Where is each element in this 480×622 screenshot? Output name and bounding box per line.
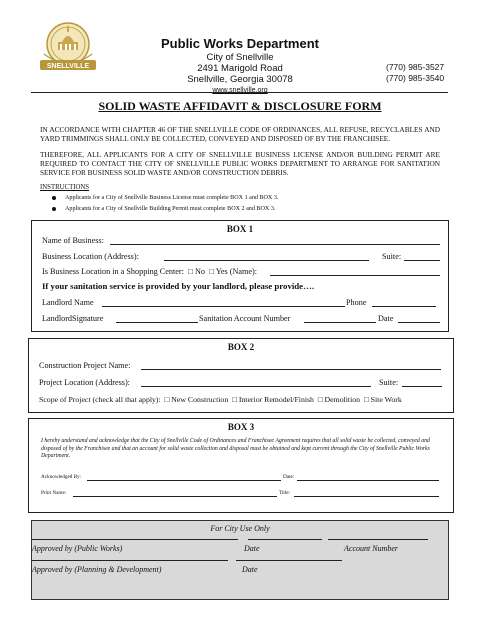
business-location-label: Business Location (Address): xyxy=(42,252,139,261)
ordinance-paragraph: IN ACCORDANCE WITH CHAPTER 46 OF THE SNELLVILLE CODE OF ORDINANCES, ALL REFUSE, RECYCLABLES AND YARD TRIMMINGS SHALL ONLY BE COLLECTED, CONVEYED AND DISPOSED OF BY THE FRANCHISEE. xyxy=(40,125,440,144)
box-1 xyxy=(31,220,449,332)
project-name-label: Construction Project Name: xyxy=(39,361,131,370)
approved-public-works-label: Approved by (Public Works) xyxy=(32,544,123,553)
form-title: SOLID WASTE AFFIDAVIT & DISCLOSURE FORM xyxy=(98,99,382,113)
account-number-field[interactable] xyxy=(328,533,428,540)
project-location-field[interactable] xyxy=(141,378,371,387)
phone-number: (770) 985-3527 xyxy=(386,62,445,72)
interior-remodel-checkbox[interactable]: □ xyxy=(230,395,237,404)
city-seal-logo xyxy=(32,20,104,76)
svg-text:SNELLVILLE: SNELLVILLE xyxy=(46,63,90,70)
acknowledged-by-label: Acknowledged By: xyxy=(41,474,82,480)
landlord-name-label: Landlord Name xyxy=(42,298,94,307)
demolition-checkbox[interactable]: □ xyxy=(315,395,323,404)
shopping-center-row xyxy=(42,267,257,276)
department-address xyxy=(150,52,330,96)
shopping-center-name-field[interactable] xyxy=(270,267,440,276)
business-location-field[interactable] xyxy=(164,252,369,261)
new-construction-checkbox[interactable]: □ xyxy=(162,395,170,404)
city-use-heading: For City Use Only xyxy=(210,524,270,533)
project-name-field[interactable] xyxy=(141,361,441,370)
print-name-field[interactable] xyxy=(73,490,277,497)
phone-numbers xyxy=(386,62,444,84)
city-use-section xyxy=(31,520,449,600)
demolition-label: Demolition xyxy=(324,395,361,404)
date-label: Date xyxy=(378,314,394,323)
print-name-label: Print Name: xyxy=(41,490,67,496)
project-location-label: Project Location (Address): xyxy=(39,378,130,387)
landlord-phone-field[interactable] xyxy=(372,298,436,307)
site-work-label: Site Work xyxy=(370,395,402,404)
pw-date-label: Date xyxy=(244,544,260,553)
address-line: 2491 Marigold Road xyxy=(197,63,283,74)
box-2-title: BOX 2 xyxy=(227,342,255,352)
landlord-question: If your sanitation service is provided by your landlord, please provide…. xyxy=(42,281,315,291)
department-name: Public Works Department xyxy=(161,36,319,51)
website-link[interactable]: www.snellville.org xyxy=(212,87,268,94)
bullet-icon xyxy=(52,196,56,200)
business-name-label: Name of Business: xyxy=(42,236,104,245)
box-3-title: BOX 3 xyxy=(227,422,255,432)
approved-planning-label: Approved by (Planning & Development) xyxy=(32,565,162,574)
requirement-paragraph: THEREFORE, ALL APPLICANTS FOR A CITY OF SNELLVILLE BUSINESS LICENSE AND/OR BUILDING PERMIT ARE REQUIRED TO CONTACT THE CITY OF SNELLVILLE PUBLIC WORKS DEPARTMENT TO ARRANGE FOR SANITATION SERVICE FOR BUSINESS SOLID WASTE AND/OR CONSTRUCTION DEBRIS. xyxy=(40,150,440,178)
project-suite-field[interactable] xyxy=(402,378,442,387)
ack-date-field[interactable] xyxy=(297,474,439,481)
interior-remodel-label: Interior Remodel/Finish xyxy=(238,395,314,404)
yes-checkbox[interactable]: □ xyxy=(207,267,215,276)
bullet-icon xyxy=(52,207,56,211)
instruction-item xyxy=(52,195,278,201)
business-name-row xyxy=(42,236,104,245)
landlord-signature-field[interactable] xyxy=(116,314,198,323)
address-line: City of Snellville xyxy=(206,52,274,63)
pw-approval-field[interactable] xyxy=(32,533,238,540)
title-field[interactable] xyxy=(294,490,439,497)
pd-date-label: Date xyxy=(242,565,258,574)
header-divider xyxy=(31,92,448,93)
ack-date-label: Date: xyxy=(283,474,295,480)
suite-label: Suite: xyxy=(382,252,402,261)
yes-label: Yes (Name): xyxy=(215,267,258,276)
shopping-center-label: Is Business Location in a Shopping Center: xyxy=(42,267,184,276)
suite-field[interactable] xyxy=(404,252,440,261)
sanitation-account-field[interactable] xyxy=(304,314,376,323)
box-2 xyxy=(28,338,454,413)
landlord-signature-label: LandlordSignature xyxy=(42,314,104,323)
box-3 xyxy=(28,418,454,513)
instruction-item xyxy=(52,206,275,212)
no-checkbox[interactable]: □ xyxy=(185,267,193,276)
scope-row xyxy=(39,395,402,404)
pd-date-field[interactable] xyxy=(236,554,342,561)
pd-approval-field[interactable] xyxy=(32,554,228,561)
landlord-phone-label: Phone xyxy=(346,298,367,307)
instruction-text: Applicants for a City of Snellville Building Permit must complete BOX 2 and BOX 3. xyxy=(65,206,276,212)
pw-date-field[interactable] xyxy=(248,533,322,540)
address-line: Snellville, Georgia 30078 xyxy=(187,74,293,85)
no-label: No xyxy=(195,267,206,276)
site-work-checkbox[interactable]: □ xyxy=(362,395,369,404)
landlord-name-field[interactable] xyxy=(102,298,345,307)
instructions-heading: INSTRUCTIONS xyxy=(40,184,90,191)
acknowledgement-statement: I hereby understand and acknowledge that the City of Snellville Code of Ordinances and Franchisee Agreement requires that all solid waste be collected, conveyed and disposed of by the Franchisee and that an account for solid waste collection and disposal must be obtained and kept current through the City of Snellville Public Works Department. xyxy=(41,438,430,460)
project-suite-label: Suite: xyxy=(379,378,399,387)
box-1-title: BOX 1 xyxy=(226,224,254,234)
new-construction-label: New Construction xyxy=(171,395,229,404)
fax-number: (770) 985-3540 xyxy=(386,73,445,83)
date-field[interactable] xyxy=(398,314,440,323)
business-name-field[interactable] xyxy=(110,236,440,245)
instruction-text: Applicants for a City of Snellville Business License must complete BOX 1 and BOX 3. xyxy=(65,195,279,201)
account-number-label: Account Number xyxy=(344,544,398,553)
acknowledged-by-field[interactable] xyxy=(87,474,281,481)
title-label: Title: xyxy=(279,490,291,496)
sanitation-account-label: Sanitation Account Number xyxy=(199,314,291,323)
scope-label: Scope of Project (check all that apply): xyxy=(39,395,161,404)
